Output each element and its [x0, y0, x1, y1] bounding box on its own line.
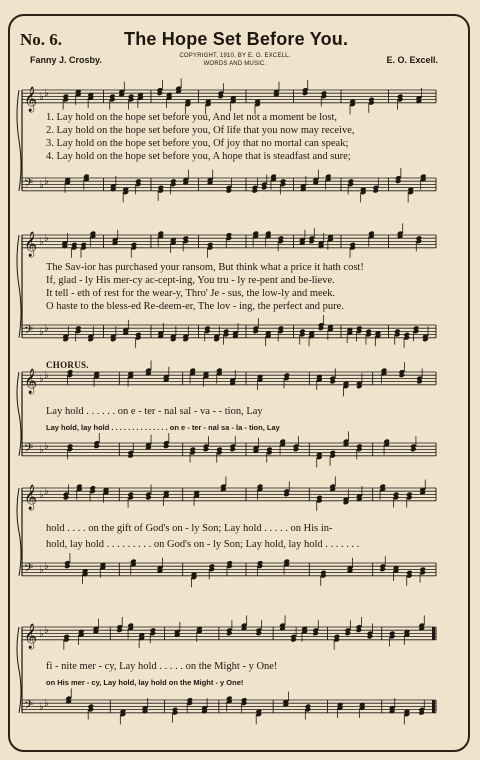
verse-lyrics-part2 — [46, 261, 364, 313]
lyric-line: 2. Lay hold on the hope set before you, Of life that you now may receive, — [46, 125, 355, 136]
system-brace — [17, 627, 21, 713]
lyric-line: 4. Lay hold on the hope set before you, A hope that is steadfast and sure; — [46, 151, 351, 162]
chorus-lyric-lower: on His mer - cy, Lay hold, lay hold on the Might - y One! — [46, 678, 244, 687]
author-credit: Fanny J. Crosby. — [30, 55, 102, 65]
composer-credit: E. O. Excell. — [386, 55, 438, 65]
copyright-line: COPYRIGHT, 1910, BY E. O. EXCELL. — [179, 53, 291, 59]
chorus-label: CHORUS. — [46, 360, 89, 370]
hymn-title: The Hope Set Before You. — [124, 29, 349, 49]
bass-clef-icon: 𝄢 — [24, 441, 34, 458]
copyright-line: WORDS AND MUSIC. — [203, 61, 267, 67]
flat-icon: ♭ — [44, 698, 49, 710]
final-bar — [432, 700, 435, 713]
flat-icon: ♭ — [39, 326, 44, 338]
treble-clef-icon: 𝄞 — [24, 484, 38, 510]
chorus-lyric-upper: Lay hold . . . . . . on e - ter - nal sal - va - - tion, Lay — [46, 406, 263, 417]
flat-icon: ♭ — [44, 441, 49, 453]
bass-clef-icon: 𝄢 — [24, 323, 34, 340]
final-bar — [432, 627, 435, 640]
flat-icon: ♭ — [39, 489, 44, 501]
system-brace — [17, 235, 21, 338]
flat-icon: ♭ — [39, 179, 44, 191]
chorus-lyric-lower: hold, lay hold . . . . . . . . . on God's on - ly Son; Lay hold, lay hold . . . . . . . — [46, 539, 360, 550]
hymn-number: No. 6. — [20, 30, 63, 49]
flat-icon: ♭ — [44, 625, 49, 637]
flat-icon: ♭ — [44, 323, 49, 335]
system-brace — [17, 90, 21, 191]
lyric-line: The Sav-ior has purchased your ransom, But think what a price it hath cost! — [46, 262, 364, 273]
treble-clef-icon: 𝄞 — [24, 86, 38, 112]
lyric-line: If, glad - ly His mer-cy ac-cept-ing, You tru - ly re-pent and be-lieve. — [46, 275, 335, 286]
flat-icon: ♭ — [39, 91, 44, 103]
flat-icon: ♭ — [39, 444, 44, 456]
flat-icon: ♭ — [39, 701, 44, 713]
bass-clef-icon: 𝄢 — [24, 176, 34, 193]
flat-icon: ♭ — [44, 176, 49, 188]
system-brace — [17, 488, 21, 576]
chorus-lyric-upper: fi - nite mer - cy, Lay hold . . . . . on the Might - y One! — [46, 661, 278, 672]
bass-clef-icon: 𝄢 — [24, 698, 34, 715]
flat-icon: ♭ — [39, 236, 44, 248]
lyric-line: 1. Lay hold on the hope set before you, And let not a moment be lost, — [46, 112, 338, 123]
flat-icon: ♭ — [44, 88, 49, 100]
lyric-line: O haste to the bless-ed Re-deem-er, The lov - ing, the perfect and pure. — [46, 301, 344, 312]
flat-icon: ♭ — [44, 486, 49, 498]
flat-icon: ♭ — [44, 370, 49, 382]
lyric-line: 3. Lay hold on the hope set before you, Of joy that no mortal can speak; — [46, 138, 349, 149]
lyric-line: It tell - eth of rest for the wear-y, Thro' Je - sus, the low-ly and meek. — [46, 288, 336, 299]
verse-lyrics-part1 — [46, 111, 355, 163]
flat-icon: ♭ — [39, 628, 44, 640]
system-brace — [17, 372, 21, 456]
flat-icon: ♭ — [39, 373, 44, 385]
flat-icon: ♭ — [39, 564, 44, 576]
chorus-lyric-upper: hold . . . . on the gift of God's on - ly Son; Lay hold . . . . . on His in- — [46, 523, 333, 534]
treble-clef-icon: 𝄞 — [24, 623, 38, 649]
treble-clef-icon: 𝄞 — [24, 231, 38, 257]
bass-clef-icon: 𝄢 — [24, 561, 34, 578]
treble-clef-icon: 𝄞 — [24, 368, 38, 394]
flat-icon: ♭ — [44, 233, 49, 245]
flat-icon: ♭ — [44, 561, 49, 573]
chorus-lyric-lower: Lay hold, lay hold . . . . . . . . . . . . . . on e - ter - nal sa - la - tion, Lay — [46, 423, 280, 432]
